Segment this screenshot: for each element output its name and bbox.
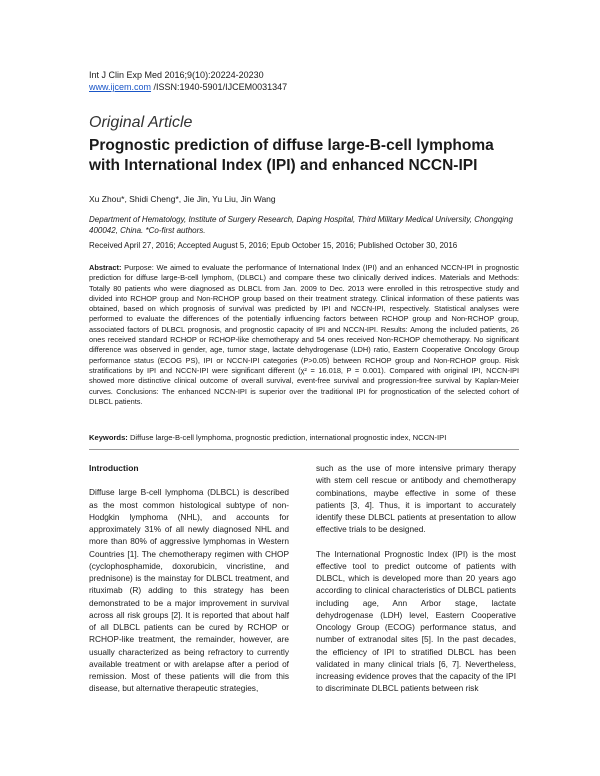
- right-column: [316, 462, 516, 707]
- author-list: Xu Zhou*, Shidi Cheng*, Jie Jin, Yu Liu, Jin Wang: [89, 194, 276, 204]
- abstract: [89, 263, 519, 407]
- paper-title: Prognostic prediction of diffuse large-B-cell lymphoma with International Index (IPI) and enhanced NCCN-IPI: [89, 137, 494, 174]
- journal-citation: Int J Clin Exp Med 2016;9(10):20224-20230: [89, 70, 264, 80]
- journal-issn: /ISSN:1940-5901/IJCEM0031347: [151, 82, 288, 92]
- left-column: [89, 462, 289, 707]
- intro-paragraph-1: Diffuse large B-cell lymphoma (DLBCL) is described as the most common histological subtype of non-Hodgkin lymphoma (NHL), and accounts for approximately 31% of all newly diagnosed NHL and more than 80% of aggressive lymphomas in Western Countries [1]. The chemotherapy regimen with CHOP (cyclophosphamide, doxorubicin, vincristine, and prednisone) is the mainstay for DLBCL treatment, and rituximab (R) adding to this strategy has been demonstrated to be a major improvement in survival across all risk groups [2]. It is reported that about half of all DLBCL patients can be cured by RCHOP or RCHOP-like treatment, the remainder, however, are usually characterized as being refractory to currently available treatment or with arelapse after a period of remission. Most of these patients will die from this disease, but alternative therapeutic strategies,: [89, 487, 289, 694]
- intro-heading: Introduction: [89, 463, 139, 473]
- keywords: [89, 433, 519, 442]
- journal-site-link[interactable]: www.ijcem.com: [89, 82, 152, 92]
- keywords-label: Keywords:: [89, 433, 128, 442]
- publication-dates: Received April 27, 2016; Accepted August 5, 2016; Epub October 15, 2016; Published October 30, 2016: [89, 241, 458, 250]
- journal-issn-line: [89, 81, 287, 93]
- keywords-text: Diffuse large-B-cell lymphoma, prognostic prediction, international prognostic index, NCCN-IPI: [127, 433, 447, 442]
- abstract-label: Abstract:: [89, 263, 122, 272]
- affiliation: Department of Hematology, Institute of Surgery Research, Daping Hospital, Third Military Medical University, Chongqing 400042, China. *Co-first authors.: [89, 215, 513, 235]
- section-divider: [89, 449, 519, 450]
- abstract-text: Purpose: We aimed to evaluate the performance of International Index (IPI) and an enhanced NCCN-IPI in prognostic prediction for diffuse large-B-cell lymphom, (DLBCL) and compare these two clinically derived indices. Materials and Methods: Totally 80 patients who were diagnosed as DLBCL from Jan. 2009 to Dec. 2013 were enrolled in this retrospective study and divided into RCHOP group and Non-RCHOP group based on their treatment strategy. Clinical information of these patients was obtained, based on which prognosis of survival was predicted by IPI and NCCN-IPI, respectively. Statistical analyses were performed to evaluate the differences of the potentially influencing factors between RCHOP group and Non-RCHOP group, associated factors of DLBCL prognosis, and prognostic capacity of IPI and NCCN-IPI. Results: Among the included patients, 26 ones received standard RCHOP or RCHOP-like chemotherapy and 54 ones received Non-RCHOP chemotherapy. No significant difference was observed in gender, age, tumor stage, lactate dehydrogenase (LDH) ratio, Eastern Cooperative Oncology Group performance status (ECOG PS), IPI or NCCN-IPI categories (P>0.05) between RCHOP group and Non-RCHOP group. Risk stratifications by IPI and NCCN-IPI were significant different (χ² = 16.018, P = 0.001). Compared with original IPI, NCCN-IPI showed more distinctive clinical outcome of overall survival, event-free survival and progression-free survival by Kaplan-Meier curves. Conclusions: The enhanced NCCN-IPI is superior over the traditional IPI for prognostication of the selected cohort of DLBCL patients.: [89, 263, 519, 406]
- intro-paragraph-2: such as the use of more intensive primary therapy with stem cell rescue or antibody and chemotherapy combinations, maybe effective in some of these patients [3, 4]. Thus, it is important to accurately identify these DLBCL patients at presentation to allow effective trials to be designed.: [316, 463, 516, 535]
- journal-header: [89, 69, 287, 93]
- article-type: Original Article: [89, 114, 193, 131]
- intro-paragraph-3: The International Prognostic Index (IPI) is the most effective tool to predict outcome of patients with DLBCL, which is developed more than 20 years ago according to clinical characteristics of DLBCL patients including age, Ann Arbor stage, lactate dehydrogenase (LDH) level, Eastern Cooperative Oncology Group (ECOG) performance status, and number of extranodal sites [5]. In the past decades, the efficiency of IPI to stratified DLBCL has been validated in many clinical trials [6, 7]. Nevertheless, increasing evidence proves that the capacity of the IPI to discriminate DLBCL patients between risk: [316, 548, 516, 694]
